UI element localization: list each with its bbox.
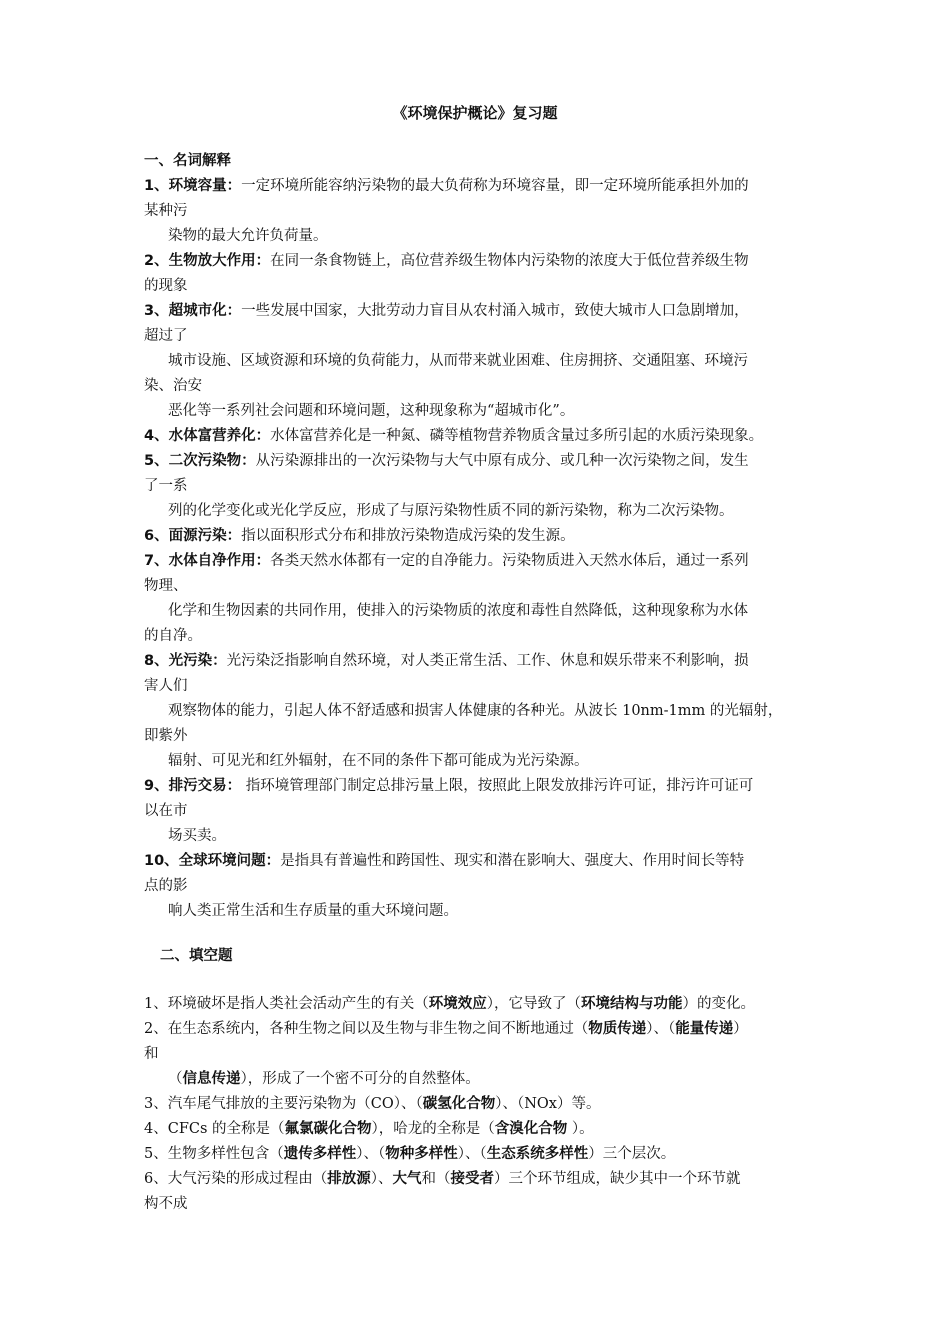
term-item-8-line: 即紫外 — [144, 728, 188, 744]
term-item-8: 8、光污染：光污染泛指影响自然环境，对人类正常生活、工作、休息和娱乐带来不利影响，损 — [144, 653, 749, 669]
fill-question-3: 3、汽车尾气排放的主要污染物为（CO）、（碳氢化合物）、（NOx）等。 — [144, 1096, 601, 1112]
fill-question-6-line: 构不成 — [144, 1196, 188, 1212]
term-item-9-line: 场买卖。 — [168, 828, 226, 844]
section-heading-fill-blanks: 二、填空题 — [160, 948, 233, 964]
section-heading-terms: 一、名词解释 — [144, 153, 231, 169]
term-item-1-line: 某种污 — [144, 203, 188, 219]
term-item-8-line: 害人们 — [144, 678, 188, 694]
term-item-4: 4、水体富营养化：水体富营养化是一种氮、磷等植物营养物质含量过多所引起的水质污染现象。 — [144, 428, 764, 444]
fill-question-4: 4、CFCs 的全称是（氟氯碳化合物），哈龙的全称是（含溴化合物 ）。 — [144, 1121, 594, 1137]
term-item-8-line: 辐射、可见光和红外辐射，在不同的条件下都可能成为光污染源。 — [168, 753, 589, 769]
fill-question-2-line: 和 — [144, 1046, 159, 1062]
term-item-5-line: 了一系 — [144, 478, 188, 494]
term-item-7-line: 化学和生物因素的共同作用，使排入的污染物质的浓度和毒性自然降低，这种现象称为水体 — [168, 603, 748, 619]
term-item-7: 7、水体自净作用：各类天然水体都有一定的自净能力。污染物质进入天然水体后，通过一系列 — [144, 553, 749, 569]
term-item-2-line: 的现象 — [144, 278, 188, 294]
term-item-3: 3、超城市化：一些发展中国家，大批劳动力盲目从农村涌入城市，致使大城市人口急剧增加， — [144, 303, 749, 319]
fill-question-6: 6、大气污染的形成过程由（排放源）、大气和（接受者）三个环节组成，缺少其中一个环节就 — [144, 1171, 741, 1187]
term-item-1: 1、环境容量：一定环境所能容纳污染物的最大负荷称为环境容量，即一定环境所能承担外加的 — [144, 178, 749, 194]
term-item-8-line: 观察物体的能力，引起人体不舒适感和损害人体健康的各种光。从波长 10nm-1mm 的光辐射， — [168, 703, 783, 719]
term-item-6: 6、面源污染：指以面积形式分布和排放污染物造成污染的发生源。 — [144, 528, 575, 544]
term-item-10-line: 点的影 — [144, 878, 188, 894]
term-item-3-line: 城市设施、区域资源和环境的负荷能力，从而带来就业困难、住房拥挤、交通阻塞、环境污 — [168, 353, 748, 369]
term-item-9: 9、排污交易： 指环境管理部门制定总排污量上限，按照此上限发放排污许可证，排污许可证可 — [144, 778, 754, 794]
term-item-5-line: 列的化学变化或光化学反应，形成了与原污染物性质不同的新污染物，称为二次污染物。 — [168, 503, 734, 519]
fill-question-5: 5、生物多样性包含（遗传多样性）、（物种多样性）、（生态系统多样性）三个层次。 — [144, 1146, 676, 1162]
term-item-9-line: 以在市 — [144, 803, 188, 819]
term-item-3-line: 染、治安 — [144, 378, 202, 394]
fill-question-1: 1、环境破坏是指人类社会活动产生的有关（环境效应），它导致了（环境结构与功能）的变化。 — [144, 996, 755, 1012]
term-item-1-line: 染物的最大允许负荷量。 — [168, 228, 328, 244]
fill-question-2-line: （信息传递），形成了一个密不可分的自然整体。 — [168, 1071, 480, 1087]
term-item-2: 2、生物放大作用：在同一条食物链上，高位营养级生物体内污染物的浓度大于低位营养级生物 — [144, 253, 749, 269]
term-item-3-line: 恶化等一系列社会问题和环境问题，这种现象称为“超城市化”。 — [168, 403, 575, 419]
term-item-7-line: 物理、 — [144, 578, 188, 594]
term-item-5: 5、二次污染物：从污染源排出的一次污染物与大气中原有成分、或几种一次污染物之间，发生 — [144, 453, 749, 469]
term-item-10-line: 响人类正常生活和生存质量的重大环境问题。 — [168, 903, 458, 919]
term-item-3-line: 超过了 — [144, 328, 188, 344]
fill-question-2: 2、在生态系统内，各种生物之间以及生物与非生物之间不断地通过（物质传递）、（能量传递） — [144, 1021, 748, 1037]
term-item-10: 10、全球环境问题：是指具有普遍性和跨国性、现实和潜在影响大、强度大、作用时间长等特 — [144, 853, 745, 869]
document-title: 《环境保护概论》复习题 — [392, 104, 558, 122]
term-item-7-line: 的自净。 — [144, 628, 202, 644]
